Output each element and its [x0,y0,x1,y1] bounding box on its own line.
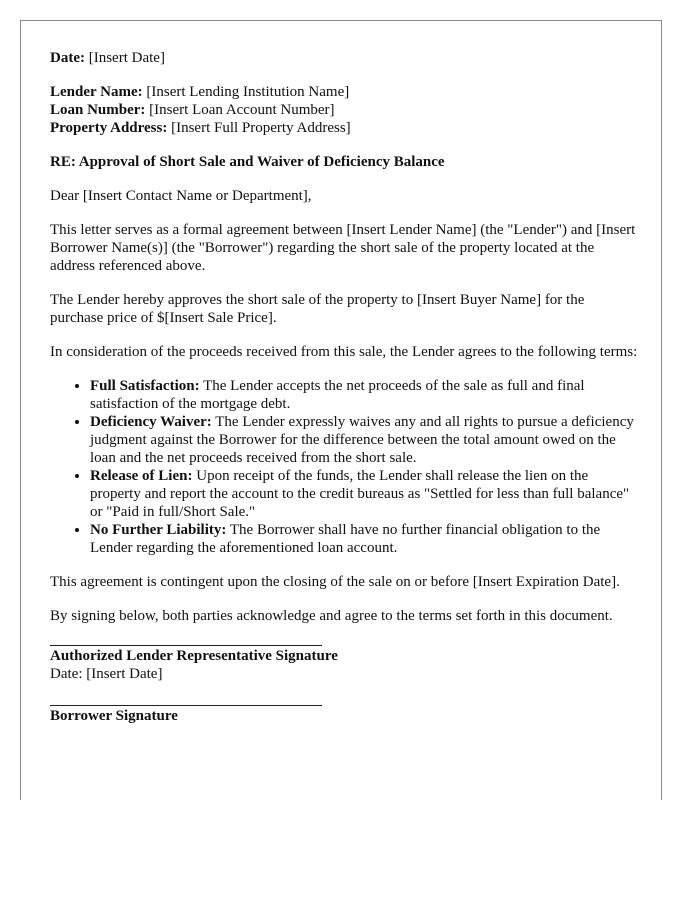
lender-signature-block [50,645,640,683]
term-title: Full Satisfaction: [90,378,200,394]
consideration-paragraph: In consideration of the proceeds received from this sale, the Lender agrees to the following terms: [50,344,638,360]
loan-number-value: [Insert Loan Account Number] [145,102,335,118]
terms-list [50,377,640,557]
lender-signature-line[interactable] [50,645,322,646]
lender-name-label: Lender Name: [50,84,143,100]
acknowledgement-paragraph: By signing below, both parties acknowledge and agree to the terms set forth in this document. [50,608,613,624]
property-address-line [50,119,640,137]
term-title: No Further Liability: [90,522,227,538]
subject-line: RE: Approval of Short Sale and Waiver of Deficiency Balance [50,154,445,170]
intro-paragraph: This letter serves as a formal agreement between [Insert Lender Name] (the "Lender") and [Insert Borrower Name(s)] (the "Borrower") regarding the short sale of the property located at the address referenced above. [50,222,636,274]
borrower-signature-block [50,705,640,725]
loan-number-label: Loan Number: [50,102,146,118]
lender-name-value: [Insert Lending Institution Name] [142,84,350,100]
loan-number-line [50,101,640,119]
term-release-of-lien [90,467,640,521]
letter-page [20,20,662,800]
borrower-signature-line[interactable] [50,705,322,706]
term-text: The Borrower shall have no further financial obligation to the Lender regarding the aforementioned loan account. [90,522,601,556]
term-text: The Lender accepts the net proceeds of the sale as full and final satisfaction of the mortgage debt. [90,378,585,412]
borrower-signature-label: Borrower Signature [50,708,178,724]
property-address-label: Property Address: [50,120,168,136]
contingency-paragraph: This agreement is contingent upon the closing of the sale on or before [Insert Expiration Date]. [50,574,620,590]
signature-spacer [50,683,640,705]
lender-signature-label: Authorized Lender Representative Signature [50,648,338,664]
lender-name-line [50,83,640,101]
loan-details [50,83,640,137]
term-title: Deficiency Waiver: [90,414,212,430]
property-address-value: [Insert Full Property Address] [167,120,351,136]
salutation: Dear [Insert Contact Name or Department], [50,188,312,204]
term-deficiency-waiver [90,413,640,467]
date-label: Date: [50,50,85,66]
approval-paragraph: The Lender hereby approves the short sale of the property to [Insert Buyer Name] for the purchase price of $[Insert Sale Price]. [50,292,585,326]
term-text: Upon receipt of the funds, the Lender shall release the lien on the property and report the account to the credit bureaus as "Settled for less than full balance" or "Paid in full/Short Sale." [90,468,630,520]
letter-content [50,49,640,725]
term-full-satisfaction [90,377,640,413]
term-text: The Lender expressly waives any and all rights to pursue a deficiency judgment against the Borrower for the difference between the total amount owed on the loan and the net proceeds received from the short sale. [90,414,634,466]
date-value: [Insert Date] [84,50,165,66]
term-title: Release of Lien: [90,468,193,484]
lender-signature-date: Date: [Insert Date] [50,666,163,682]
date-line [50,49,640,67]
term-no-further-liability [90,521,640,557]
